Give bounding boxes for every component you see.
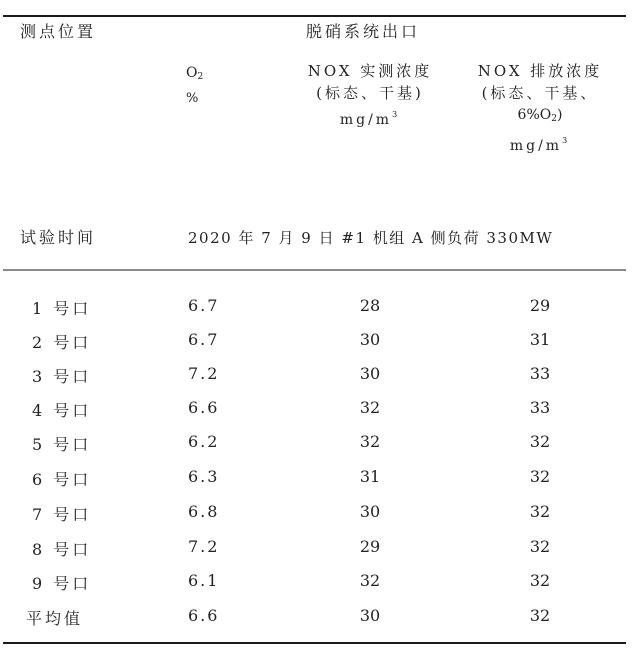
header-nox-emission-title: NOX 排放浓度 [477, 62, 603, 80]
cell-nox-emission: 29 [529, 296, 551, 315]
cell-o2: 7.2 [188, 364, 220, 383]
cell-point: 8 号口 [32, 540, 92, 559]
cell-point: 1 号口 [32, 299, 92, 318]
header-nox-emission [460, 60, 620, 157]
cell-point: 平均值 [26, 609, 84, 628]
header-nox-measured-title: NOX 实测浓度 [307, 62, 433, 80]
cell-nox-emission: 32 [529, 432, 551, 451]
header-o2-unit: % [186, 91, 199, 106]
cell-nox-measured: 30 [359, 606, 381, 625]
cell-nox-measured: 30 [359, 502, 381, 521]
cell-nox-emission: 32 [529, 467, 551, 486]
header-nox-emission-unit: $mg/m^3$ [509, 136, 571, 154]
test-time-value: 2020 年 7 月 9 日 #1 机组 A 侧负荷 330MW [188, 229, 554, 247]
cell-point: 5 号口 [32, 435, 92, 454]
cell-o2: 6.6 [188, 398, 220, 417]
header-divider-rule [3, 269, 626, 271]
cell-nox-emission: 32 [529, 502, 551, 521]
table-row-average [0, 606, 640, 632]
cell-o2: 6.6 [188, 606, 220, 625]
cell-o2: 6.3 [188, 467, 220, 486]
header-nox-measured-unit: $mg/m^3$ [339, 110, 401, 128]
cell-o2: 6.1 [188, 571, 220, 590]
header-nox-emission-o2-ref: $6\%O_2$) [517, 107, 563, 124]
cell-nox-emission: 33 [529, 398, 551, 417]
cell-nox-emission: 31 [529, 330, 551, 349]
cell-o2: 6.2 [188, 432, 220, 451]
table-row [0, 364, 640, 390]
cell-nox-measured: 31 [359, 467, 381, 486]
table-row [0, 330, 640, 356]
header-nox-measured [290, 60, 450, 131]
header-nox-emission-condition: (标态、干基、 [481, 84, 599, 102]
cell-nox-measured: 28 [359, 296, 381, 315]
table-row [0, 467, 640, 493]
cell-nox-measured: 32 [359, 398, 381, 417]
cell-point: 7 号口 [32, 505, 92, 524]
cell-nox-measured: 30 [359, 364, 381, 383]
header-nox-measured-condition: (标态、干基) [316, 84, 424, 102]
cell-nox-measured: 32 [359, 432, 381, 451]
cell-nox-emission: 32 [529, 571, 551, 590]
cell-point: 9 号口 [32, 574, 92, 593]
cell-o2: 6.7 [188, 330, 220, 349]
cell-nox-measured: 29 [359, 537, 381, 556]
location-label: 测点位置 [20, 22, 97, 41]
cell-point: 3 号口 [32, 367, 92, 386]
table-row [0, 502, 640, 528]
cell-o2: 7.2 [188, 537, 220, 556]
table-row [0, 571, 640, 597]
header-o2-name: $O_2$ [186, 65, 204, 82]
cell-o2: 6.7 [188, 296, 220, 315]
cell-point: 2 号口 [32, 333, 92, 352]
table-row [0, 398, 640, 424]
cell-nox-emission: 33 [529, 364, 551, 383]
cell-point: 4 号口 [32, 401, 92, 420]
table-bottom-rule [3, 642, 626, 644]
cell-nox-emission: 32 [529, 537, 551, 556]
table-row [0, 537, 640, 563]
table-top-rule [3, 15, 626, 17]
cell-nox-emission: 32 [529, 606, 551, 625]
cell-point: 6 号口 [32, 470, 92, 489]
header-o2 [186, 62, 216, 110]
table-row [0, 432, 640, 458]
test-time-label: 试验时间 [20, 228, 97, 247]
cell-o2: 6.8 [188, 502, 220, 521]
cell-nox-measured: 32 [359, 571, 381, 590]
cell-nox-measured: 30 [359, 330, 381, 349]
table-row [0, 296, 640, 322]
section-title: 脱硝系统出口 [306, 22, 421, 41]
